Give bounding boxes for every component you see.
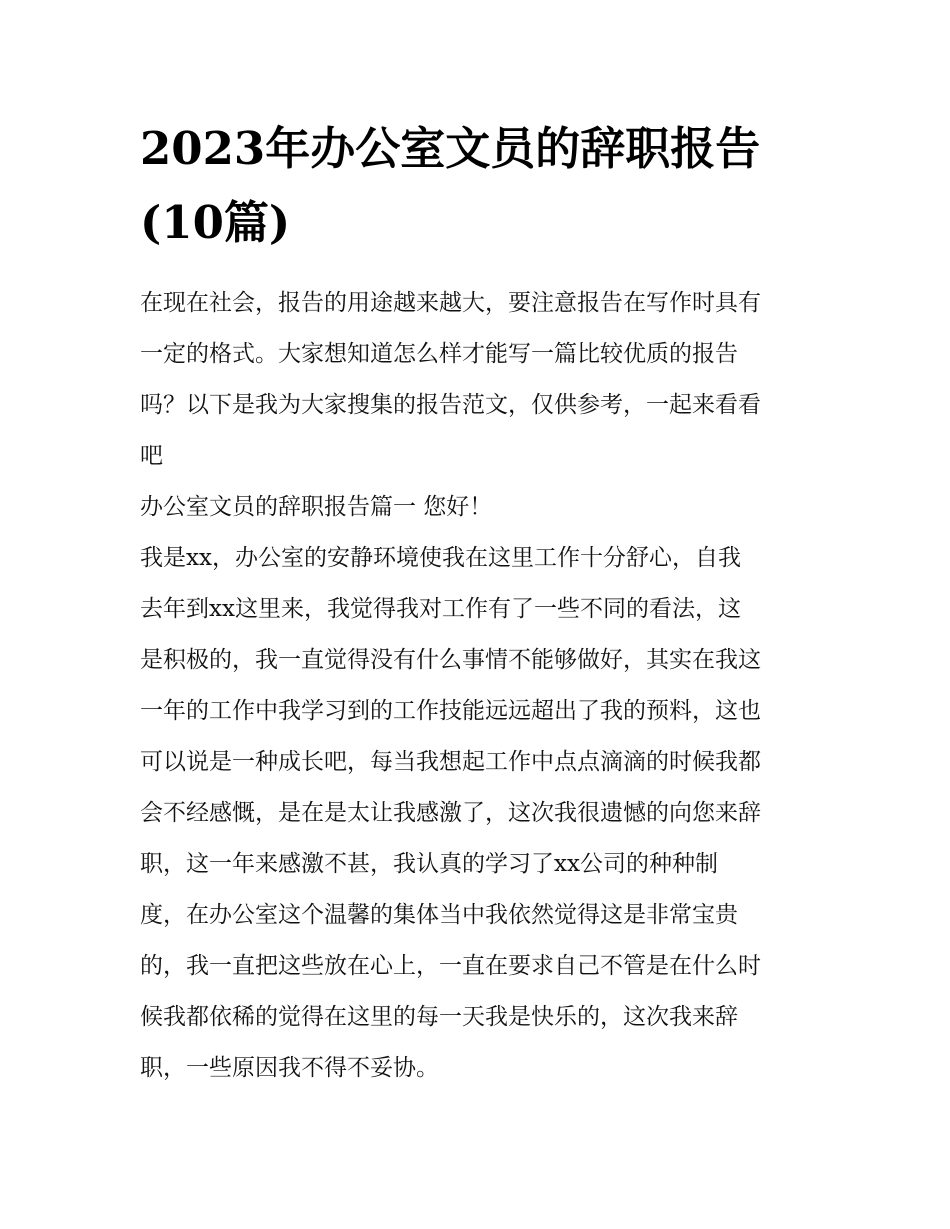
text-line: 去年到xx这里来，我觉得我对工作有了一些不同的看法，这: [140, 596, 741, 622]
text-line: 度，在办公室这个温馨的集体当中我依然觉得这是非常宝贵: [140, 902, 738, 928]
text-line: 我是xx，办公室的安静环境使我在这里工作十分舒心，自我: [140, 545, 741, 571]
text-line: 一定的格式。大家想知道怎么样才能写一篇比较优质的报告: [140, 341, 738, 367]
section-heading-line: 办公室文员的辞职报告篇一 您好！: [140, 494, 493, 520]
text-line: 职，这一年来感激不甚，我认真的学习了xx公司的种种制: [140, 851, 718, 877]
text-line: 吧: [140, 443, 163, 469]
text-line: 可以说是一种成长吧，每当我想起工作中点点滴滴的时候我都: [140, 749, 761, 775]
text-line: 一年的工作中我学习到的工作技能远远超出了我的预料，这也: [140, 698, 761, 724]
text-line: 的，我一直把这些放在心上，一直在要求自己不管是在什么时: [140, 953, 761, 979]
document-page: [140, 112, 812, 1094]
document-title: 2023年办公室文员的辞职报告(10篇): [140, 122, 761, 249]
document-body: [140, 278, 812, 1094]
text-line: 是积极的，我一直觉得没有什么事情不能够做好，其实在我这: [140, 647, 761, 673]
text-line: 候我都依稀的觉得在这里的每一天我是快乐的，这次我来辞: [140, 1004, 738, 1030]
text-line: 在现在社会，报告的用途越来越大，要注意报告在写作时具有: [140, 290, 761, 316]
text-line: 会不经感慨，是在是太让我感激了，这次我很遗憾的向您来辞: [140, 800, 761, 826]
text-line: 吗？以下是我为大家搜集的报告范文，仅供参考，一起来看看: [140, 392, 761, 418]
text-line: 职，一些原因我不得不妥协。: [140, 1055, 439, 1081]
